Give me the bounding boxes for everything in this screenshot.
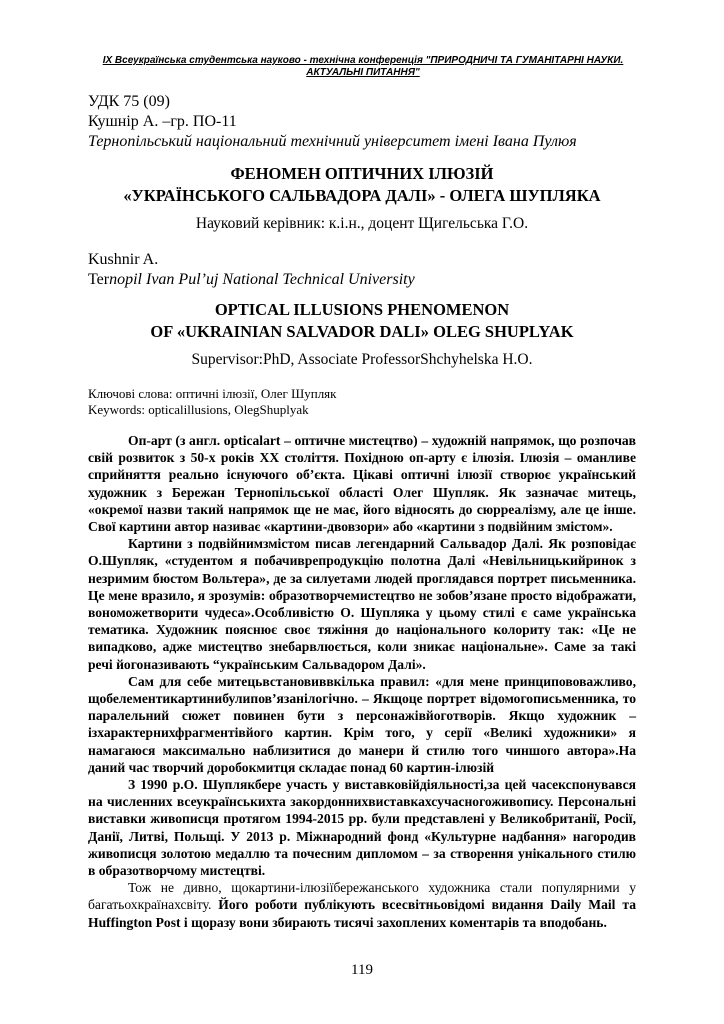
paragraph-5	[88, 879, 636, 931]
conference-header	[90, 55, 636, 79]
title-en-line2: OF «UKRAINIAN SALVADOR DALI» OLEG SHUPLYAK	[150, 322, 574, 341]
affiliation-en	[88, 270, 415, 290]
affiliation-en-prefix: Ter	[88, 271, 110, 288]
paragraph-2: Картини з подвійнимзмістом писав легендарний Сальвадор Далі. Як розповідає О.Шупляк, «студентом я побачиврепродукцію полотна Далі «Невільницькийринок з незримим бюстом Вольтера», де за силуетами людей проглядався портрет письменника. Це мене вразило, я зрозумів: образотворчемистецтво не зобов’язане просто відображати, вономожетворити чудеса».Особливістю О. Шупляка у цьому стилі є саме українська тематика. Художник пояснює своє тяжіння до національного колориту так: «Це не випадково, адже мистецтво знебарвлюється, коли зникає національне». Саме за такі речі йогоназивають “українським Сальвадором Далі».	[88, 536, 636, 672]
paragraph-5-bold: Його роботи публікують всесвітньовідомі видання Daily Mail та Huffington Post і щоразу вони збирають тисячі захоплених коментарів та вподобань.	[88, 897, 636, 930]
title-ua-line1: ФЕНОМЕН ОПТИЧНИХ ІЛЮЗІЙ	[230, 164, 494, 183]
author-ua: Кушнір А. –гр. ПО-11	[88, 113, 237, 130]
keywords-en: Keywords: opticalillusions, OlegShuplyak	[88, 402, 309, 417]
title-en-line1: OPTICAL ILLUSIONS PHENOMENON	[214, 300, 510, 319]
paragraph-3: Сам для себе митецьвстановиввкілька правил: «для мене принципововажливо, щобелементикартинибулиповʼязанілогічно. – Якщоце портрет відомогописьменника, то паралельний сюжет повинен бути з персонажівйоготворів. Якщо художник – ізхарактернихфрагментівйого картин. Крім того, у серії «Великі художники» я намагаюся максимально наблизитися до манери й стилю того чиншого автора».На даний час творчий доробокмитця складає понад 60 картин-ілюзій	[88, 673, 636, 775]
paragraph-5-normal: Тож не дивно, щокартини-ілюзіїбережанського художника стали популярними у багатьохкраїнахсвіту.	[88, 880, 636, 913]
affiliation-en-rest: nopil Ivan Pul’uj National Technical University	[109, 271, 415, 288]
supervisor-en: Supervisor:PhD, Associate ProfessorShchyhelska H.O.	[191, 351, 533, 368]
supervisor-ua: Науковий керівник: к.і.н., доцент Щигельська Г.О.	[195, 215, 529, 232]
udc-code: УДК 75 (09)	[88, 93, 170, 110]
paragraph-1: Оп-арт (з англ. opticalart – оптичне мистецтво) – художній напрямок, що розпочав свій розвиток з 50-х років XX століття. Похідною оп-арту є ілюзія. Ілюзія – оманливе сприйняття реально існуючого об’єкта. Цікаві оптичні ілюзії створює український художник з Бережан Тернопільської області Олег Шупляк. Як зазначає митець, «окремої назви такий напрямок ще не має, його відносять до сюрреалізму, але це інше. Свої картини автор називає «картини-двовзори» або «картини з подвійним змістом».	[88, 433, 636, 535]
conference-header-line2: АКТУАЛЬНІ ПИТАННЯ"	[306, 67, 420, 78]
keywords-ua: Ключові слова: оптичні ілюзії, Олег Шупляк	[88, 386, 337, 401]
author-en: Kushnir A.	[88, 251, 159, 268]
article-body	[88, 432, 636, 931]
page-number: 119	[351, 962, 373, 978]
paragraph-4: З 1990 р.О. Шуплякбере участь у виставковійдіяльності,за цей часекспонувався на численних всеукраїнськихта закордоннихвиставкахсучасногоживопису. Персональні виставки живописця протягом 1994-2015 рр. були представлені у Великобританії, Росії, Данії, Литві, Польщі. У 2013 р. Міжнародний фонд «Культурне надбання» нагородив живописця золотою медаллю та почесним дипломом – за створення унікального стилю в образотворчому мистецтві.	[88, 777, 636, 879]
affiliation-ua: Тернопільський національний технічний університет імені Івана Пулюя	[88, 133, 577, 150]
conference-header-line1: IX Всеукраїнська студентська науково - технічна конференція "ПРИРОДНИЧІ ТА ГУМАНІТАРНІ НАУКИ.	[102, 55, 624, 66]
title-en	[88, 299, 636, 343]
title-ua	[88, 163, 636, 207]
title-ua-line2: «УКРАЇНСЬКОГО САЛЬВАДОРА ДАЛІ» - ОЛЕГА ШУПЛЯКА	[123, 186, 601, 205]
